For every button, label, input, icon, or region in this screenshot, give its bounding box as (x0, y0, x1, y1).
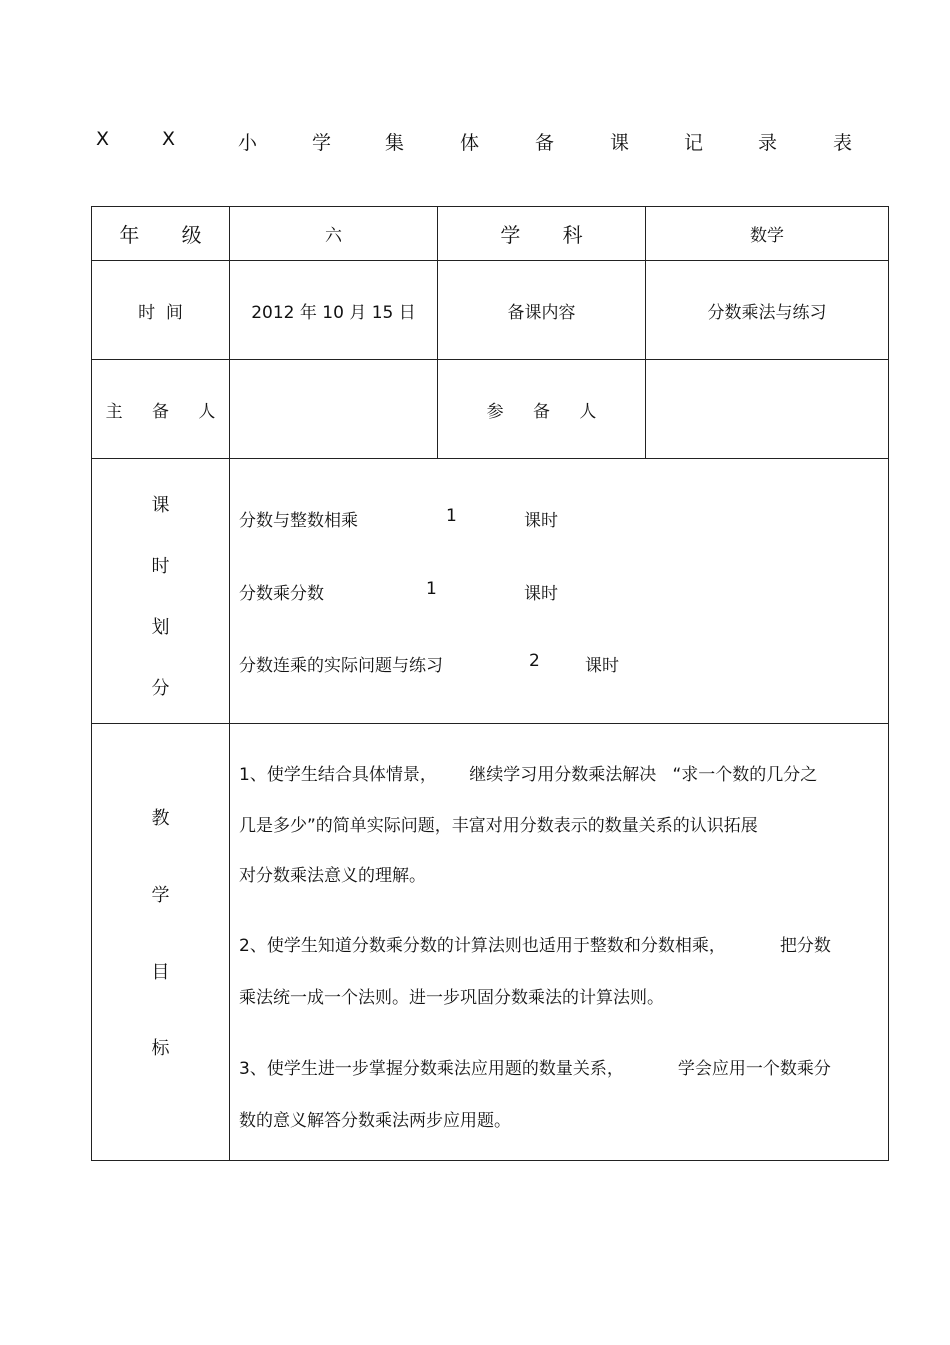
objectives-label-cell (92, 724, 230, 1161)
schedule-label (92, 459, 229, 723)
objective-line: 数的意义解答分数乘法两步应用题。 (239, 1111, 511, 1131)
title-char: 学 (312, 132, 332, 154)
subject-value: 数学 (750, 226, 784, 246)
schedule-label-char: 时 (151, 556, 170, 577)
grade-subject-row (92, 207, 889, 261)
schedule-label-char: 划 (151, 617, 170, 638)
content-value-cell (646, 261, 889, 360)
title-char: 录 (758, 132, 778, 154)
grade-label: 年 级 (119, 223, 220, 247)
title-char: X (96, 128, 110, 150)
participants-value-cell (646, 360, 889, 459)
schedule-item-topic: 分数乘分数 (239, 584, 324, 604)
objectives-label (92, 724, 229, 1160)
main-preparer-value-cell (230, 360, 438, 459)
time-content-row (92, 261, 889, 360)
title-char: 备 (535, 132, 555, 154)
subject-label-cell (438, 207, 646, 261)
schedule-item-unit: 课时 (585, 656, 619, 676)
objectives-row (92, 724, 889, 1161)
objective-line: 对分数乘法意义的理解。 (239, 866, 426, 886)
grade-value: 六 (325, 226, 342, 246)
schedule-item-topic: 分数连乘的实际问题与练习 (239, 656, 443, 676)
objectives-content-cell (230, 724, 889, 1161)
title-char: 记 (684, 132, 704, 154)
objectives-label-char: 学 (151, 885, 170, 906)
schedule-label-cell (92, 459, 230, 724)
content-label-cell (438, 261, 646, 360)
content-label: 备课内容 (507, 302, 576, 323)
subject-label: 学 科 (500, 223, 601, 247)
schedule-item-unit: 课时 (524, 511, 558, 531)
time-value: 2012 年 10 月 15 日 (251, 302, 416, 323)
grade-value-cell (230, 207, 438, 261)
time-label: 时 间 (138, 302, 183, 323)
objective-line: 3、使学生进一步掌握分数乘法应用题的数量关系， 学会应用一个数乘分 (239, 1059, 831, 1079)
title-char: X (162, 128, 176, 150)
objectives-label-char: 目 (151, 962, 170, 983)
schedule-item-count: 2 (529, 651, 540, 671)
objective-line: 几是多少”的简单实际问题，丰富对用分数表示的数量关系的认识拓展 (239, 816, 758, 836)
participants-label: 参 备 人 (486, 401, 609, 422)
schedule-content-cell (230, 459, 889, 724)
objectives-label-char: 教 (151, 808, 170, 829)
schedule-label-char: 课 (151, 495, 170, 516)
main-preparer-label-cell (92, 360, 230, 459)
schedule-item-unit: 课时 (524, 584, 558, 604)
schedule-item-topic: 分数与整数相乘 (239, 511, 358, 531)
objective-line: 乘法统一成一个法则。进一步巩固分数乘法的计算法则。 (239, 988, 664, 1008)
time-value-cell (230, 261, 438, 360)
objective-line: 1、使学生结合具体情景， 继续学习用分数乘法解决 “求一个数的几分之 (239, 765, 818, 785)
title-char: 集 (385, 132, 405, 154)
grade-label-cell (92, 207, 230, 261)
main-preparer-label: 主 备 人 (105, 401, 228, 422)
subject-value-cell (646, 207, 889, 261)
schedule-item-count: 1 (446, 506, 457, 526)
title-char: 课 (610, 132, 630, 154)
title-char: 体 (460, 132, 480, 154)
objective-line: 2、使学生知道分数乘分数的计算法则也适用于整数和分数相乘， 把分数 (239, 936, 831, 956)
schedule-label-char: 分 (151, 678, 170, 699)
time-label-cell (92, 261, 230, 360)
objectives-label-char: 标 (151, 1038, 170, 1059)
objectives-text (230, 724, 888, 1160)
title-char: 小 (238, 132, 258, 154)
schedule-item-count: 1 (426, 579, 437, 599)
title-char: 表 (833, 132, 853, 154)
participants-label-cell (438, 360, 646, 459)
content-value: 分数乘法与练习 (707, 302, 827, 323)
preparer-row (92, 360, 889, 459)
lesson-record-table (91, 206, 889, 1161)
schedule-row (92, 459, 889, 724)
schedule-list (230, 459, 888, 723)
